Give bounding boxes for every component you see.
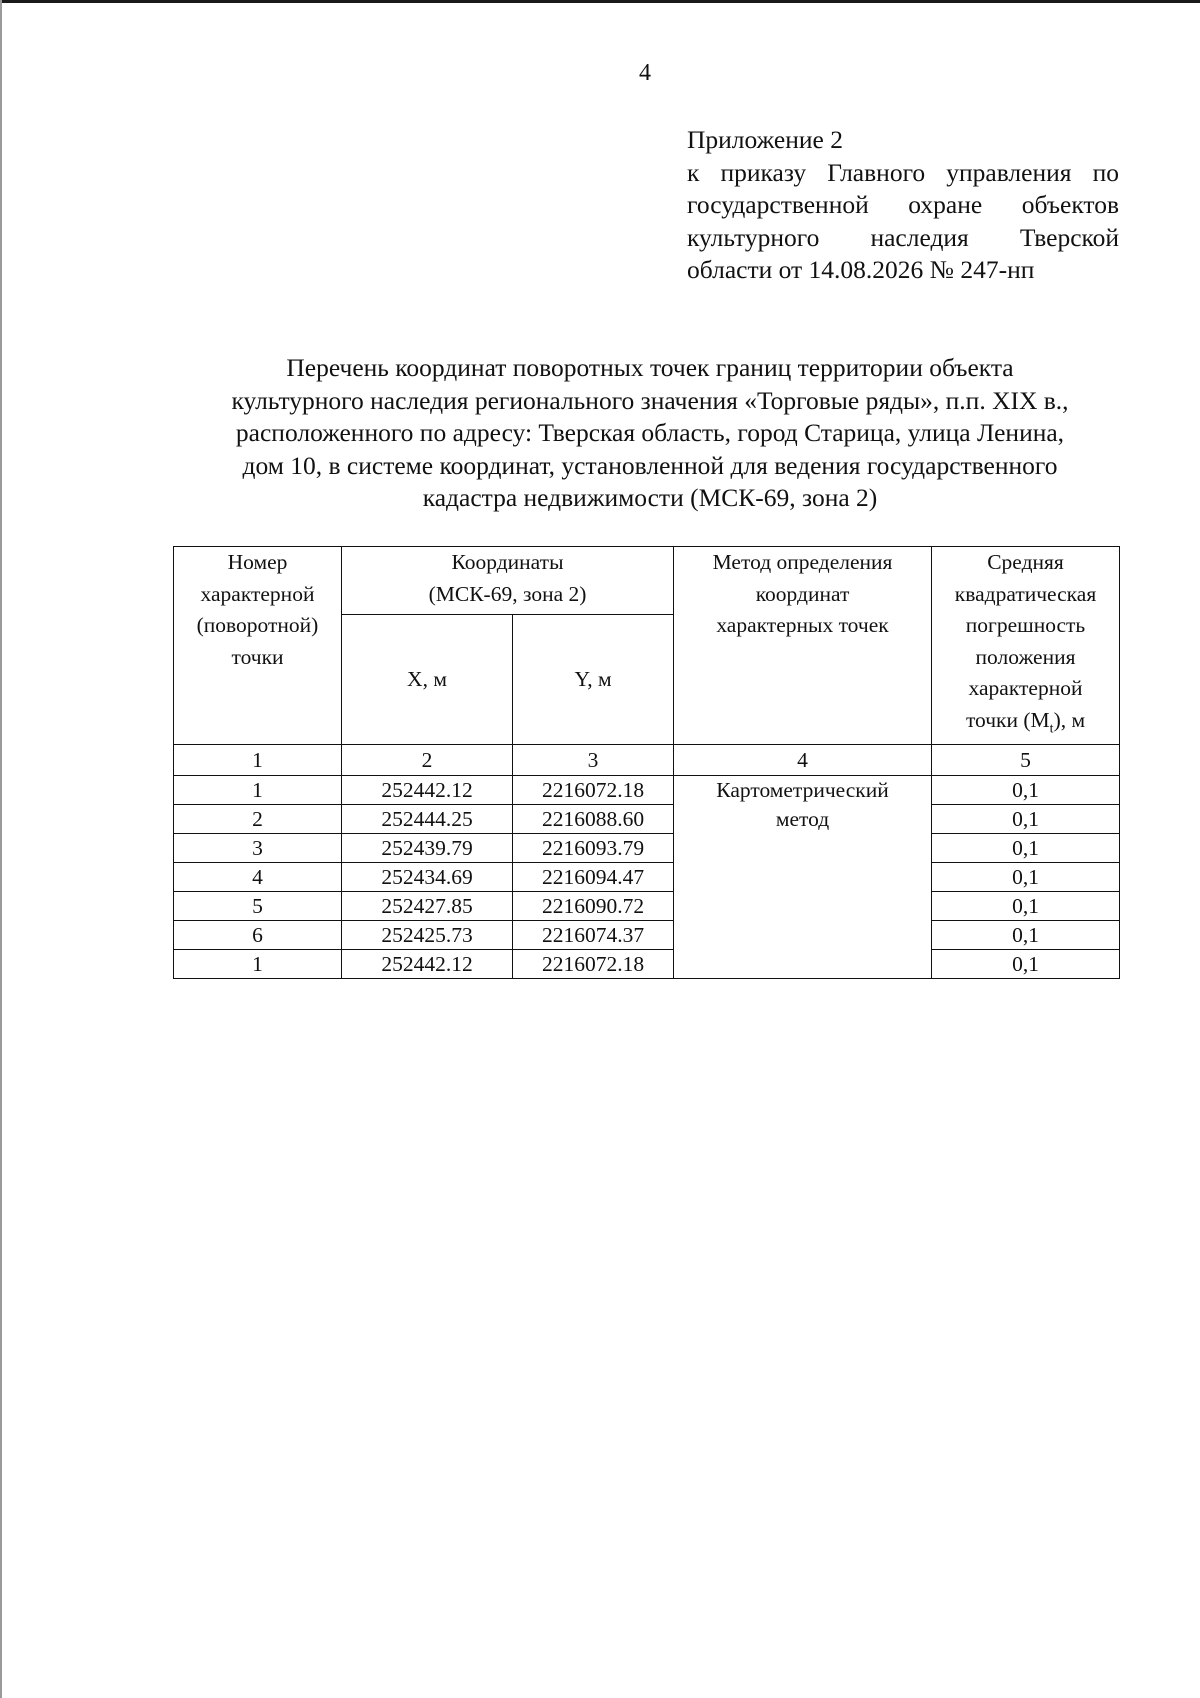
x-coordinate: 252427.85	[342, 892, 513, 921]
error-value: 0,1	[932, 776, 1120, 805]
point-number: 6	[174, 921, 342, 950]
appendix-order-reference: к приказу Главного управления по государственной охране объектов культурного наследия Тверской области от 14.08.2026 № 247-нп	[687, 157, 1119, 284]
table-row	[174, 834, 1120, 863]
error-value: 0,1	[932, 892, 1120, 921]
point-number: 1	[174, 776, 342, 805]
table-row	[174, 776, 1120, 805]
error-value: 0,1	[932, 950, 1120, 979]
error-value: 0,1	[932, 863, 1120, 892]
page-number: 4	[639, 60, 651, 86]
column-number-3: 3	[513, 745, 674, 776]
table-row	[174, 892, 1120, 921]
appendix-header	[687, 124, 1119, 287]
scan-left-edge	[0, 0, 2, 1698]
point-number: 1	[174, 950, 342, 979]
point-number: 3	[174, 834, 342, 863]
x-coordinate: 252425.73	[342, 921, 513, 950]
scan-top-edge	[0, 0, 1200, 3]
header-y: Y, м	[513, 615, 674, 745]
header-x: X, м	[342, 615, 513, 745]
x-coordinate: 252434.69	[342, 863, 513, 892]
header-method: Метод определения координат характерных точек	[674, 547, 932, 745]
y-coordinate: 2216094.47	[513, 863, 674, 892]
point-number: 5	[174, 892, 342, 921]
point-number: 4	[174, 863, 342, 892]
title-line-3: расположенного по адресу: Тверская область, город Старица, улица Ленина,	[235, 418, 1065, 447]
column-numbers-row	[174, 745, 1120, 776]
y-coordinate: 2216074.37	[513, 921, 674, 950]
y-coordinate: 2216090.72	[513, 892, 674, 921]
document-title	[165, 352, 1135, 515]
error-value: 0,1	[932, 921, 1120, 950]
title-line-5: кадастра недвижимости (МСК-69, зона 2)	[422, 483, 878, 512]
error-value: 0,1	[932, 834, 1120, 863]
x-coordinate: 252444.25	[342, 805, 513, 834]
table-row	[174, 805, 1120, 834]
y-coordinate: 2216093.79	[513, 834, 674, 863]
method-cell: Картометрический метод	[674, 776, 932, 979]
header-coordinates: Координаты (МСК-69, зона 2)	[342, 547, 674, 615]
point-number: 2	[174, 805, 342, 834]
x-coordinate: 252442.12	[342, 776, 513, 805]
appendix-label: Приложение 2	[687, 125, 843, 154]
header-point-number: Номер характерной (поворотной) точки	[174, 547, 342, 745]
x-coordinate: 252439.79	[342, 834, 513, 863]
title-line-1: Перечень координат поворотных точек границ территории объекта	[286, 353, 1014, 382]
y-coordinate: 2216072.18	[513, 950, 674, 979]
header-row-1	[174, 547, 1120, 615]
table-row	[174, 863, 1120, 892]
column-number-5: 5	[932, 745, 1120, 776]
column-number-2: 2	[342, 745, 513, 776]
y-coordinate: 2216072.18	[513, 776, 674, 805]
title-line-4: дом 10, в системе координат, установленной для ведения государственного	[242, 450, 1058, 480]
x-coordinate: 252442.12	[342, 950, 513, 979]
y-coordinate: 2216088.60	[513, 805, 674, 834]
table-row	[174, 950, 1120, 979]
column-number-1: 1	[174, 745, 342, 776]
table-row	[174, 921, 1120, 950]
coordinates-table	[173, 546, 1120, 979]
error-value: 0,1	[932, 805, 1120, 834]
title-line-2: культурного наследия регионального значения «Торговые ряды», п.п. XIX в.,	[231, 385, 1069, 415]
column-number-4: 4	[674, 745, 932, 776]
header-mean-square-error: Средняя квадратическая погрешность положения характерной точки $(M_t)$, м	[932, 547, 1120, 745]
